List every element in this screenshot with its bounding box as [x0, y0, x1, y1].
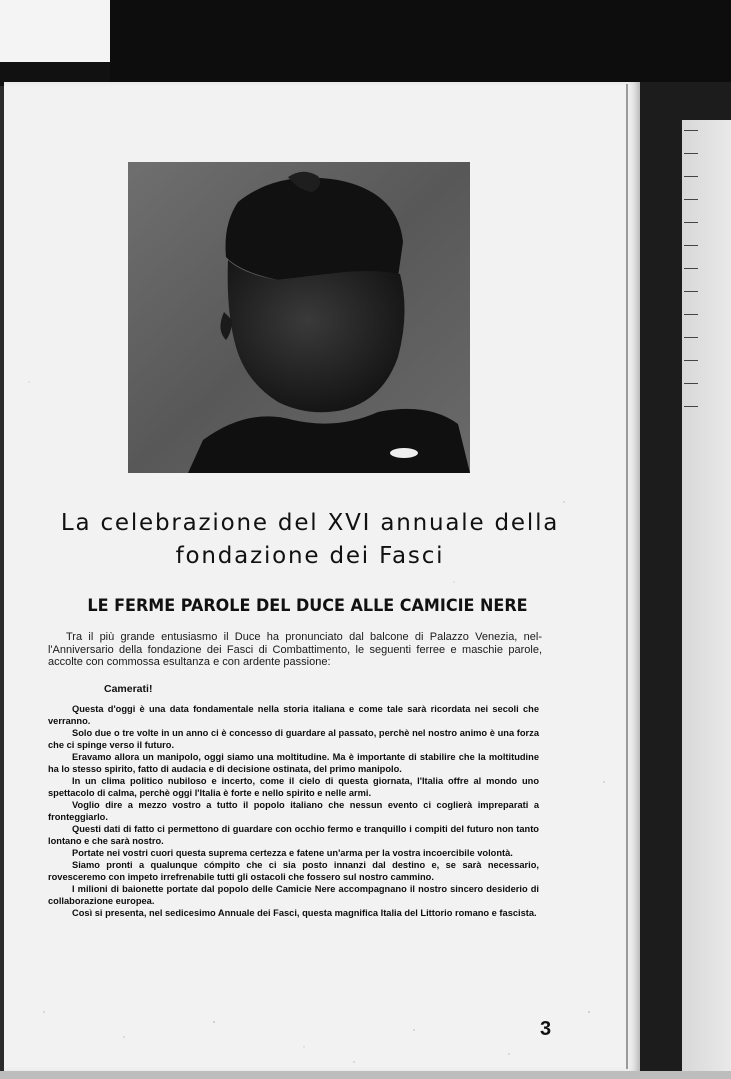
speech-paragraph: Siamo pronti a qualunque cómpito che ci sia posto innanzi dal destino e, se sarà necessario, rovesceremo con impeto irrefrenabile tutti gli ostacoli che fossero sul nostro cammino. — [48, 860, 539, 882]
speech-paragraph: Solo due o tre volte in un anno ci è concesso di guardare al passato, perchè nel nostro animo è una forza che ci spinge verso il futuro. — [48, 728, 539, 750]
speech-salutation: Camerati! — [104, 683, 153, 695]
speech-paragraph: I milioni di baionette portate dal popolo delle Camicie Nere accompagnano il nostro sincero desiderio di collaborazione europea. — [48, 884, 539, 906]
article-intro: Tra il più grande entusiasmo il Duce ha pronunciato dal balcone di Palazzo Venezia, nel-l'Anniversario della fondazione dei Fasci di Combattimento, le seguenti ferree e maschie parole, accolte con commossa esultanza e con ardente passione: — [48, 631, 542, 668]
duce-portrait-photo — [128, 162, 470, 473]
article-subheadline: LE FERME PAROLE DEL DUCE ALLE CAMICIE NERE — [87, 596, 528, 615]
speech-text — [48, 703, 539, 919]
scan-border-bottom — [0, 1071, 731, 1079]
scan-border-top-left — [0, 0, 110, 62]
scan-border-top — [110, 0, 731, 82]
speech-paragraph: Portate nei vostri cuori questa suprema certezza e fatene un'arma per la vostra incoercibile volontà. — [72, 848, 513, 858]
speech-paragraph: In un clima politico nubiloso e incerto, come il cielo di questa giornata, l'Italia offre al mondo uno spettacolo di calma, perchè oggi l'Italia è forte e nello spirito e nelle armi. — [48, 776, 539, 798]
speech-paragraph: Questi dati di fatto ci permettono di guardare con occhio fermo e tranquillo i compiti del futuro non tanto lontano e che sarà nostro. — [48, 824, 539, 846]
speech-paragraph: Così si presenta, nel sedicesimo Annuale dei Fasci, questa magnifica Italia del Littorio romano e fascista. — [72, 908, 537, 918]
article-headline: La celebrazione del XVI annuale della fondazione dei Fasci — [60, 510, 560, 569]
speech-paragraph: Eravamo allora un manipolo, oggi siamo una moltitudine. Ma è importante di stabilire che la moltitudine ha lo stesso spirito, fatto di audacia e di decisione ostinata, del primo manipolo. — [48, 752, 539, 774]
adjacent-page-rules — [684, 130, 698, 450]
speech-paragraph: Voglio dire a mezzo vostro a tutto il popolo italiano che nessun evento ci coglierà impreparati a fronteggiarlo. — [48, 800, 539, 822]
page-gutter — [626, 84, 628, 1069]
speech-paragraph: Questa d'oggi è una data fondamentale nella storia italiana e come tale sarà ricordata nei secoli che verranno. — [48, 704, 539, 726]
page-number: 3 — [540, 1018, 552, 1040]
